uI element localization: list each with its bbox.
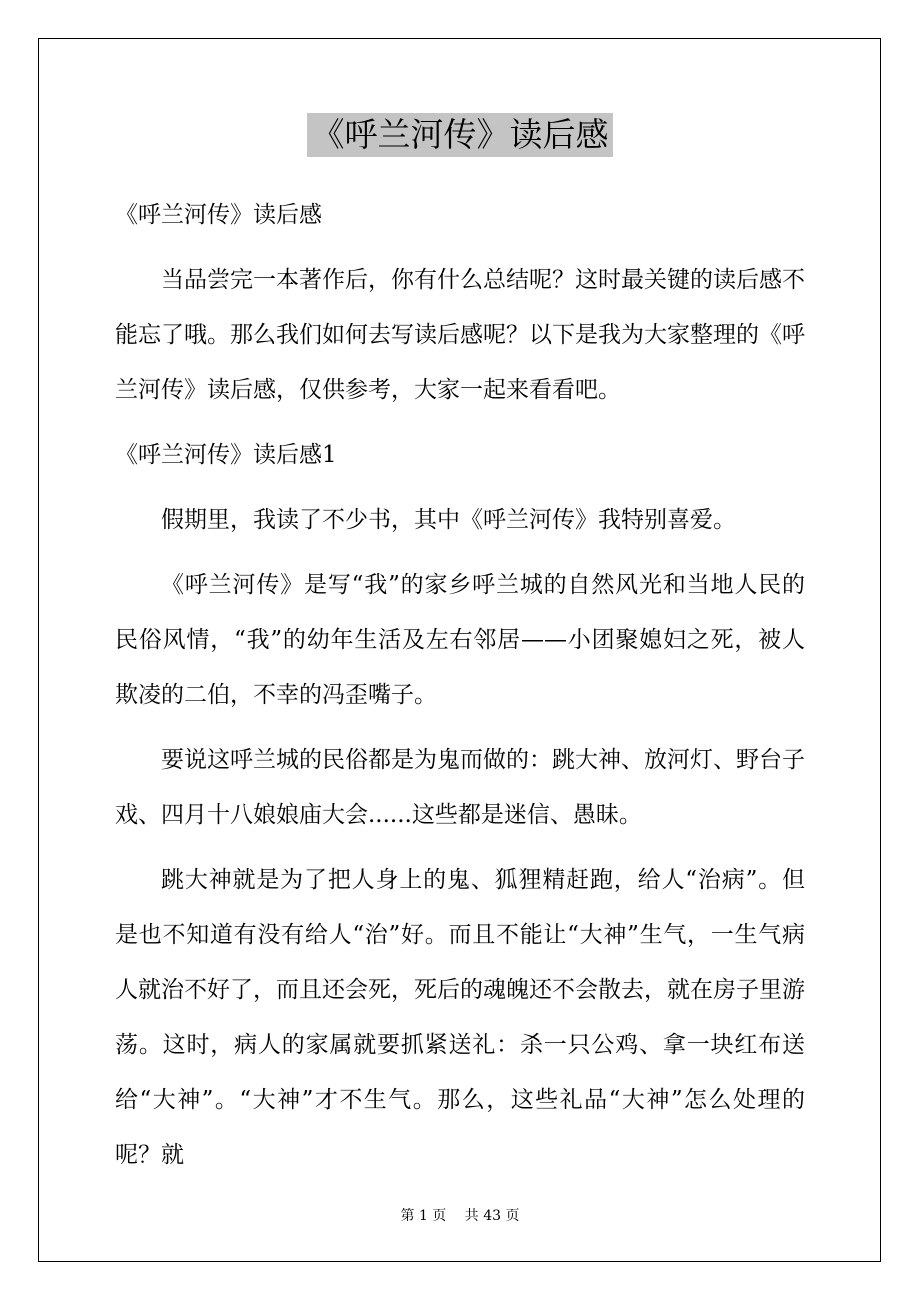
- page-number-footer: 第 1 页 共 43 页: [400, 1208, 520, 1224]
- paragraph: 跳大神就是为了把人身上的鬼、狐狸精赶跑，给人“治病”。但是也不知道有没有给人“治”好。而且不能让“大神”生气，一生气病人就治不好了，而且还会死，死后的魂魄还不会散去，就在房子里游荡。这时，病人的家属就要抓紧送礼：杀一只公鸡、拿一块红布送给“大神”。“大神”才不生气。那么，这些礼品“大神”怎么处理的呢？就: [115, 867, 805, 1168]
- section-heading: 《呼兰河传》读后感1: [115, 442, 337, 468]
- document-body: [115, 188, 805, 1193]
- intro-paragraph: 当品尝完一本著作后，你有什么总结呢？这时最关键的读后感不能忘了哦。那么我们如何去写读后感呢？以下是我为大家整理的《呼兰河传》读后感，仅供参考，大家一起来看看吧。: [115, 267, 805, 403]
- article-heading: 《呼兰河传》读后感: [115, 202, 322, 228]
- paragraph: 《呼兰河传》是写“我”的家乡呼兰城的自然风光和当地人民的民俗风情，“我”的幼年生活及左右邻居——小团聚媳妇之死，被人欺凌的二伯，不幸的冯歪嘴子。: [115, 572, 805, 708]
- paragraph: 假期里，我读了不少书，其中《呼兰河传》我特别喜爱。: [161, 507, 736, 533]
- document-title: 《呼兰河传》读后感: [307, 113, 613, 157]
- paragraph: 要说这呼兰城的民俗都是为鬼而做的：跳大神、放河灯、野台子戏、四月十八娘娘庙大会......这些都是迷信、愚昧。: [115, 747, 805, 828]
